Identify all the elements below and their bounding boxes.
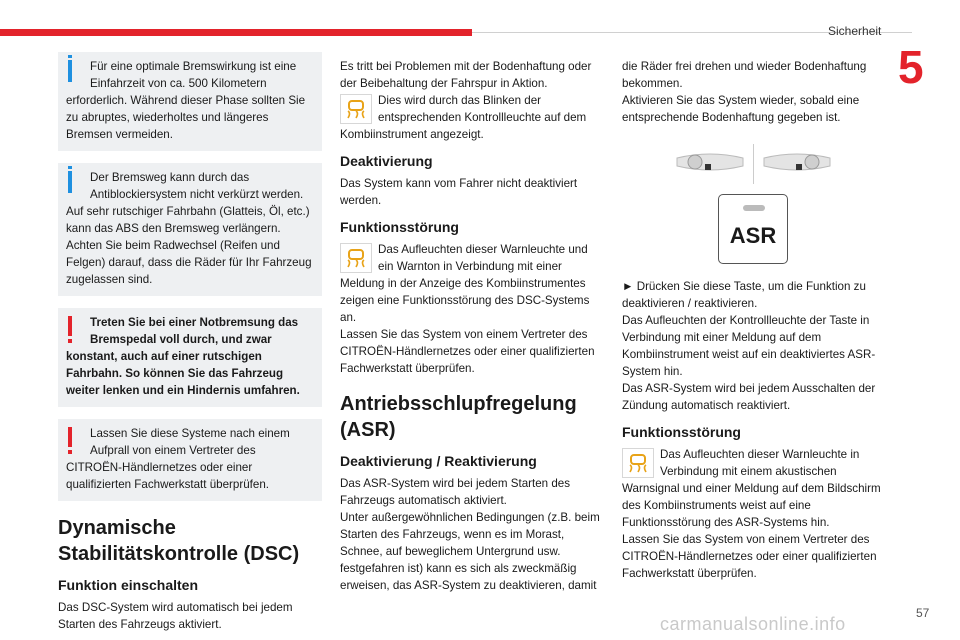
info-icon xyxy=(68,60,72,82)
note-text: Für eine optimale Bremswirkung ist eine Einfahrzeit von ca. 500 Kilometern xyxy=(90,60,297,90)
warning-note-2 xyxy=(58,419,322,501)
steering-wheel-control-icon xyxy=(675,148,745,181)
asr-button-label: ASR xyxy=(729,223,777,248)
asr-text: Das ASR-System wird bei jedem Starten des Fahrzeugs automatisch aktiviert. xyxy=(340,477,571,507)
column-left xyxy=(58,52,322,633)
funktionsstoerung-heading: Funktionsstörung xyxy=(622,424,741,440)
lamp-text: Das Aufleuchten dieser Warnleuchte und ein Warnton in Verbindung mit einer xyxy=(378,243,588,273)
divider xyxy=(753,144,754,184)
note-text: CITROËN-Händlernetzes oder einer qualifizierten Fachwerkstatt überprüfen. xyxy=(66,461,269,491)
funktion-heading: Funktion einschalten xyxy=(58,577,199,593)
note-text: Auf sehr rutschiger Fahrbahn (Glatteis, Öl, etc.) kann das ABS den Bremsweg verlängern. Achten Sie beim Radwechsel (Reifen und Felgen) darauf, dass die Räder für Ihr Fahrzeug zugelassen sind. xyxy=(66,205,312,286)
asr-heading: Antriebsschlupfregelung (ASR) xyxy=(340,393,577,441)
info-icon xyxy=(68,171,72,193)
note-text: Lassen Sie diese Systeme nach einem Aufprall von einem Vertreter des xyxy=(90,427,290,457)
deakt-reakt-heading: Deaktivierung / Reaktivierung xyxy=(340,453,537,469)
asr-fault-lamp-item xyxy=(622,446,884,531)
funktion-text: Das DSC-System wird automatisch bei jedem Starten des Fahrzeugs aktiviert. xyxy=(58,601,293,631)
header-accent-bar xyxy=(0,29,472,36)
lamp-text: Dies wird durch das Blinken der entsprechenden Kontrollleuchte auf dem xyxy=(378,94,587,124)
intro-text: Es tritt bei Problemen mit der Bodenhaftung oder der Beibehaltung der Fahrspur in Aktion. xyxy=(340,60,592,90)
steering-wheel-illustration xyxy=(622,144,884,184)
info-note-1 xyxy=(58,52,322,151)
dsc-heading: Dynamische Stabilitätskontrolle (DSC) xyxy=(58,517,300,565)
note-text: erforderlich. Während dieser Phase sollten Sie zu abruptes, wiederholtes und längeres Bremsen vermeiden. xyxy=(66,94,306,141)
page-number: 57 xyxy=(916,606,930,620)
press-text: Das Aufleuchten der Kontrollleuchte der Taste in Verbindung mit einer Meldung auf dem Kombiinstrument weist auf ein deaktiviertes ASR-System hin. xyxy=(622,314,876,378)
warning-note-1 xyxy=(58,308,322,407)
note-text: konstant, auch auf einer rutschigen Fahrbahn. So können Sie das Fahrzeug weiter lenken und ein Hindernis umfahren. xyxy=(66,350,300,397)
deaktivierung-text: Das System kann vom Fahrer nicht deaktiviert werden. xyxy=(340,177,578,207)
info-note-2 xyxy=(58,163,322,296)
dsc-lamp-item xyxy=(340,92,600,143)
skid-warning-lamp-icon xyxy=(340,243,372,273)
asr-indicator-led xyxy=(743,205,765,211)
section-title: Sicherheit xyxy=(828,24,882,38)
lamp-text: Warnsignal und einer Meldung auf dem Bildschirm des Kombiinstruments weist auf eine Funktionsstörung des ASR-Systems hin. xyxy=(622,482,881,529)
column-middle xyxy=(340,58,600,594)
lamp-text: Kombiinstrument angezeigt. xyxy=(340,128,484,141)
skid-warning-lamp-icon xyxy=(340,94,372,124)
funktionsstoerung-heading: Funktionsstörung xyxy=(340,219,459,235)
lamp-text: Das Aufleuchten dieser Warnleuchte in Verbindung mit einem akustischen xyxy=(660,448,860,478)
column-right xyxy=(622,58,884,582)
fault-advice-text: Lassen Sie das System von einem Vertreter des CITROËN-Händlernetzes oder einer qualifizierten Fachwerkstatt überprüfen. xyxy=(340,328,595,375)
dsc-fault-lamp-item xyxy=(340,241,600,326)
note-text: Der Bremsweg kann durch das Antiblockiersystem nicht verkürzt werden. xyxy=(90,171,304,201)
continued-text: die Räder frei drehen und wieder Bodenhaftung bekommen. xyxy=(622,60,867,90)
fault-advice-text: Lassen Sie das System von einem Vertreter des CITROËN-Händlernetzes oder einer qualifizierten Fachwerkstatt überprüfen. xyxy=(622,533,877,580)
warning-icon xyxy=(68,427,72,447)
asr-button xyxy=(718,194,788,264)
note-text: Treten Sie bei einer Notbremsung das Bremspedal voll durch, und zwar xyxy=(90,316,299,346)
lamp-text: Meldung in der Anzeige des Kombiinstrumentes zeigen eine Funktionsstörung des DSC-Systems an. xyxy=(340,277,590,324)
warning-icon xyxy=(68,316,72,336)
continued-text: Aktivieren Sie das System wieder, sobald eine entsprechende Bodenhaftung gegeben ist. xyxy=(622,94,860,124)
press-instruction: ► Drücken Sie diese Taste, um die Funktion zu deaktivieren / reaktivieren. xyxy=(622,280,866,310)
skid-warning-lamp-icon xyxy=(622,448,654,478)
chapter-number: 5 xyxy=(898,41,924,93)
watermark: carmanualsonline.info xyxy=(660,614,846,634)
deaktivierung-heading: Deaktivierung xyxy=(340,153,433,169)
asr-text: Unter außergewöhnlichen Bedingungen (z.B. beim Starten des Fahrzeugs, wenn es im Morast, Schnee, auf beweglichem Untergrund usw. festgefahren ist) kann es sich als zweckmäßig erweisen, das ASR-System zu deaktivieren, damit xyxy=(340,511,600,592)
press-text: Das ASR-System wird bei jedem Ausschalten der Zündung automatisch reaktiviert. xyxy=(622,382,876,412)
steering-wheel-control-icon xyxy=(762,148,832,181)
